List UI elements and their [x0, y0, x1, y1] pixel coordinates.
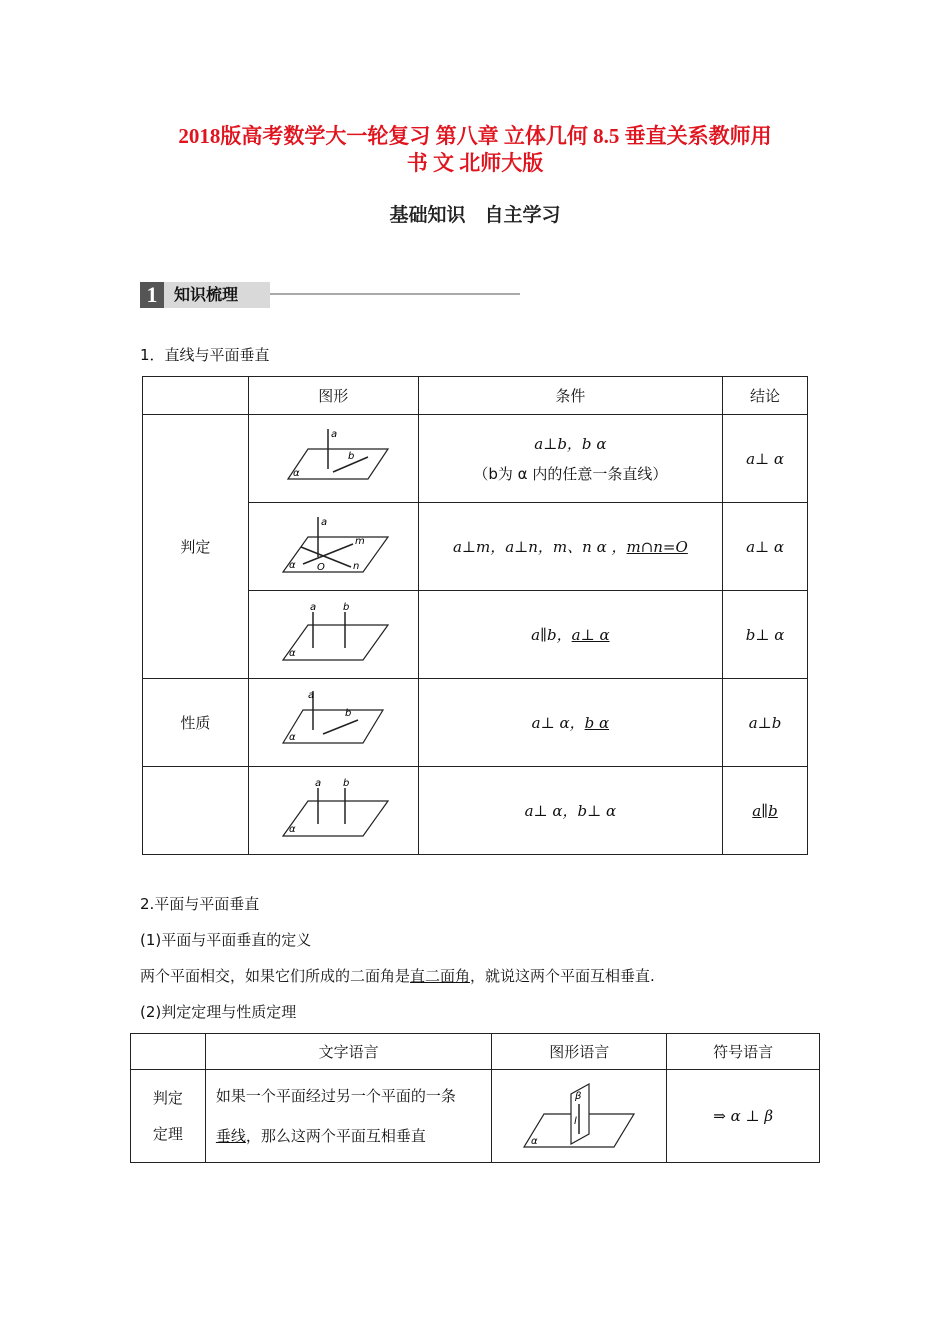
text-line1: 如果一个平面经过另一个平面的一条 [215, 1087, 456, 1105]
conclusion-cell: a⊥b [723, 679, 808, 767]
parallel-lines-figure [273, 600, 393, 670]
conclusion-cell: a⊥ α [723, 503, 808, 591]
section-subtitle: 基础知识 自主学习 [389, 204, 561, 226]
figure-cell [248, 767, 418, 855]
header-empty [143, 377, 249, 415]
figure-cell [492, 1070, 667, 1163]
figure-cell [248, 591, 418, 679]
svg-text:α: α [531, 1135, 538, 1147]
svg-text:b: b [345, 707, 352, 719]
condition-note: （b为 α 内的任意一条直线） [473, 464, 668, 483]
header-empty [131, 1034, 206, 1070]
two-lines-figure [273, 512, 393, 582]
svg-text:a: a [315, 777, 322, 789]
definition-text-end: ，就说这两个平面互相垂直. [470, 967, 655, 985]
svg-text:α: α [289, 823, 296, 835]
conclusion-cell: a∥b [723, 767, 808, 855]
part2-definition [140, 965, 655, 986]
condition-cell: a⊥m，a⊥n，m、n α ，m∩n=O [418, 503, 722, 591]
condition-text: a⊥ α， [531, 714, 585, 732]
plane-plane-table [130, 1033, 820, 1163]
figure-cell [248, 503, 418, 591]
table-row [143, 679, 808, 767]
header-condition: 条件 [418, 377, 722, 415]
svg-text:b: b [343, 601, 350, 613]
text-language-cell [205, 1070, 492, 1163]
condition-text: a⊥m，a⊥n，m、n [452, 538, 592, 556]
part2-heading: 2.平面与平面垂直 [140, 895, 260, 913]
svg-text:a: a [308, 689, 315, 701]
text-term: 垂线 [215, 1127, 246, 1145]
table-row [131, 1070, 820, 1163]
line-perp-plane-figure [273, 424, 393, 494]
table-row [143, 767, 808, 855]
header-figure: 图形 [248, 377, 418, 415]
condition-underlined: b α [584, 714, 610, 732]
header-text-language: 文字语言 [205, 1034, 492, 1070]
definition-text: 两个平面相交，如果它们所成的二面角是 [140, 967, 411, 985]
part2-sub1: (1)平面与平面垂直的定义 [140, 931, 312, 949]
svg-text:b: b [343, 777, 350, 789]
svg-text:α: α [289, 647, 296, 659]
svg-text:l: l [574, 1115, 578, 1127]
svg-text:n: n [353, 560, 360, 572]
group-label-empty [143, 767, 249, 855]
row-label-line2: 定理 [152, 1125, 183, 1143]
svg-text:a: a [310, 601, 317, 613]
header-symbol-language: 符号语言 [667, 1034, 820, 1070]
svg-text:a: a [331, 428, 338, 440]
section-label: 知识梳理 [164, 282, 270, 308]
conclusion-cell: b⊥ α [723, 591, 808, 679]
table-row [143, 415, 808, 503]
group-label-property: 性质 [143, 679, 249, 767]
svg-text:α: α [289, 559, 296, 571]
svg-text:m: m [355, 535, 365, 547]
condition-cell: a⊥b，b α （b为 α 内的任意一条直线） [418, 415, 722, 503]
part1-heading: 1．直线与平面垂直 [140, 346, 270, 364]
text-line2-rest: ，那么这两个平面互相垂直 [245, 1127, 426, 1145]
condition-underlined: a⊥ α [571, 626, 610, 644]
condition-cell [418, 679, 722, 767]
header-figure-language: 图形语言 [492, 1034, 667, 1070]
section-divider [270, 293, 520, 295]
condition-underlined: m∩n=O [626, 538, 688, 556]
condition-text: a⊥b，b [534, 434, 592, 453]
condition-cell: a⊥ α，b⊥ α [418, 767, 722, 855]
doc-title-line1: 2018版高考数学大一轮复习 第八章 立体几何 8.5 垂直关系教师用 [178, 124, 772, 148]
definition-term: 直二面角 [410, 967, 471, 985]
svg-text:a: a [321, 516, 328, 528]
svg-text:β: β [575, 1090, 582, 1102]
conclusion-cell: a⊥ α [723, 415, 808, 503]
doc-title-line2: 书 文 北师大版 [406, 151, 544, 175]
group-label-criterion: 判定 [143, 415, 249, 679]
line-perp-plane-property-figure [273, 688, 393, 758]
table-header-row [143, 377, 808, 415]
header-conclusion: 结论 [723, 377, 808, 415]
svg-text:O: O [317, 561, 326, 573]
part2-sub2: (2)判定定理与性质定理 [140, 1003, 297, 1021]
text-line2 [216, 1116, 482, 1156]
figure-cell [248, 679, 418, 767]
svg-text:b: b [348, 450, 355, 462]
row-label-line1: 判定 [152, 1089, 183, 1107]
svg-text:α: α [293, 467, 300, 479]
condition-text: a∥b， [531, 626, 572, 644]
row-label [131, 1070, 206, 1163]
section-number: 1 [140, 282, 164, 308]
line-plane-table [142, 376, 808, 855]
symbol-cell: ⇒ α ⊥ β [667, 1070, 820, 1163]
parallel-perp-lines-figure [273, 776, 393, 846]
perpendicular-planes-figure [519, 1079, 639, 1154]
table-header-row [131, 1034, 820, 1070]
figure-cell [248, 415, 418, 503]
condition-cell [418, 591, 722, 679]
svg-text:α: α [289, 731, 296, 743]
